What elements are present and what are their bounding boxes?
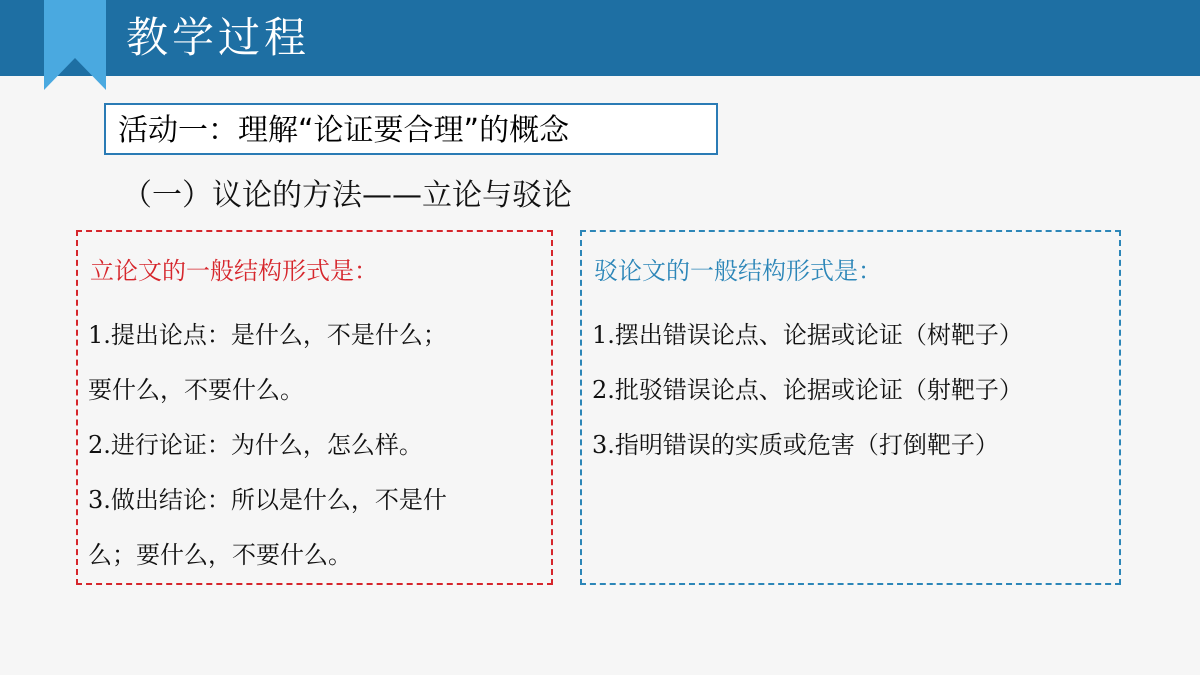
list-item: 3.指明错误的实质或危害（打倒靶子） [592,431,999,459]
panel-title: 驳论文的一般结构形式是： [594,257,882,285]
list-item: 2.批驳错误论点、论据或论证（射靶子） [592,376,1023,404]
activity-box [104,103,718,155]
list-item: 1.提出论点：是什么，不是什么； [88,321,447,349]
list-item: 要什么，不要什么。 [88,376,304,404]
list-item: 3.做出结论：所以是什么，不是什 [88,486,447,514]
list-item: 1.摆出错误论点、论据或论证（树靶子） [592,321,1023,349]
argument-structure-panel [76,230,553,585]
structure-list [88,308,447,583]
list-item: 么；要什么，不要什么。 [88,541,352,569]
list-item: 2.进行论证：为什么，怎么样。 [88,431,423,459]
refutation-structure-panel [580,230,1121,585]
page-title: 教学过程 [126,13,311,62]
activity-label: 活动一：理解“论证要合理”的概念 [118,113,570,148]
ribbon-decoration [44,0,106,90]
panel-title: 立论文的一般结构形式是： [90,257,378,285]
section-heading: （一）议论的方法——立论与驳论 [122,178,572,213]
structure-list [592,308,1023,473]
